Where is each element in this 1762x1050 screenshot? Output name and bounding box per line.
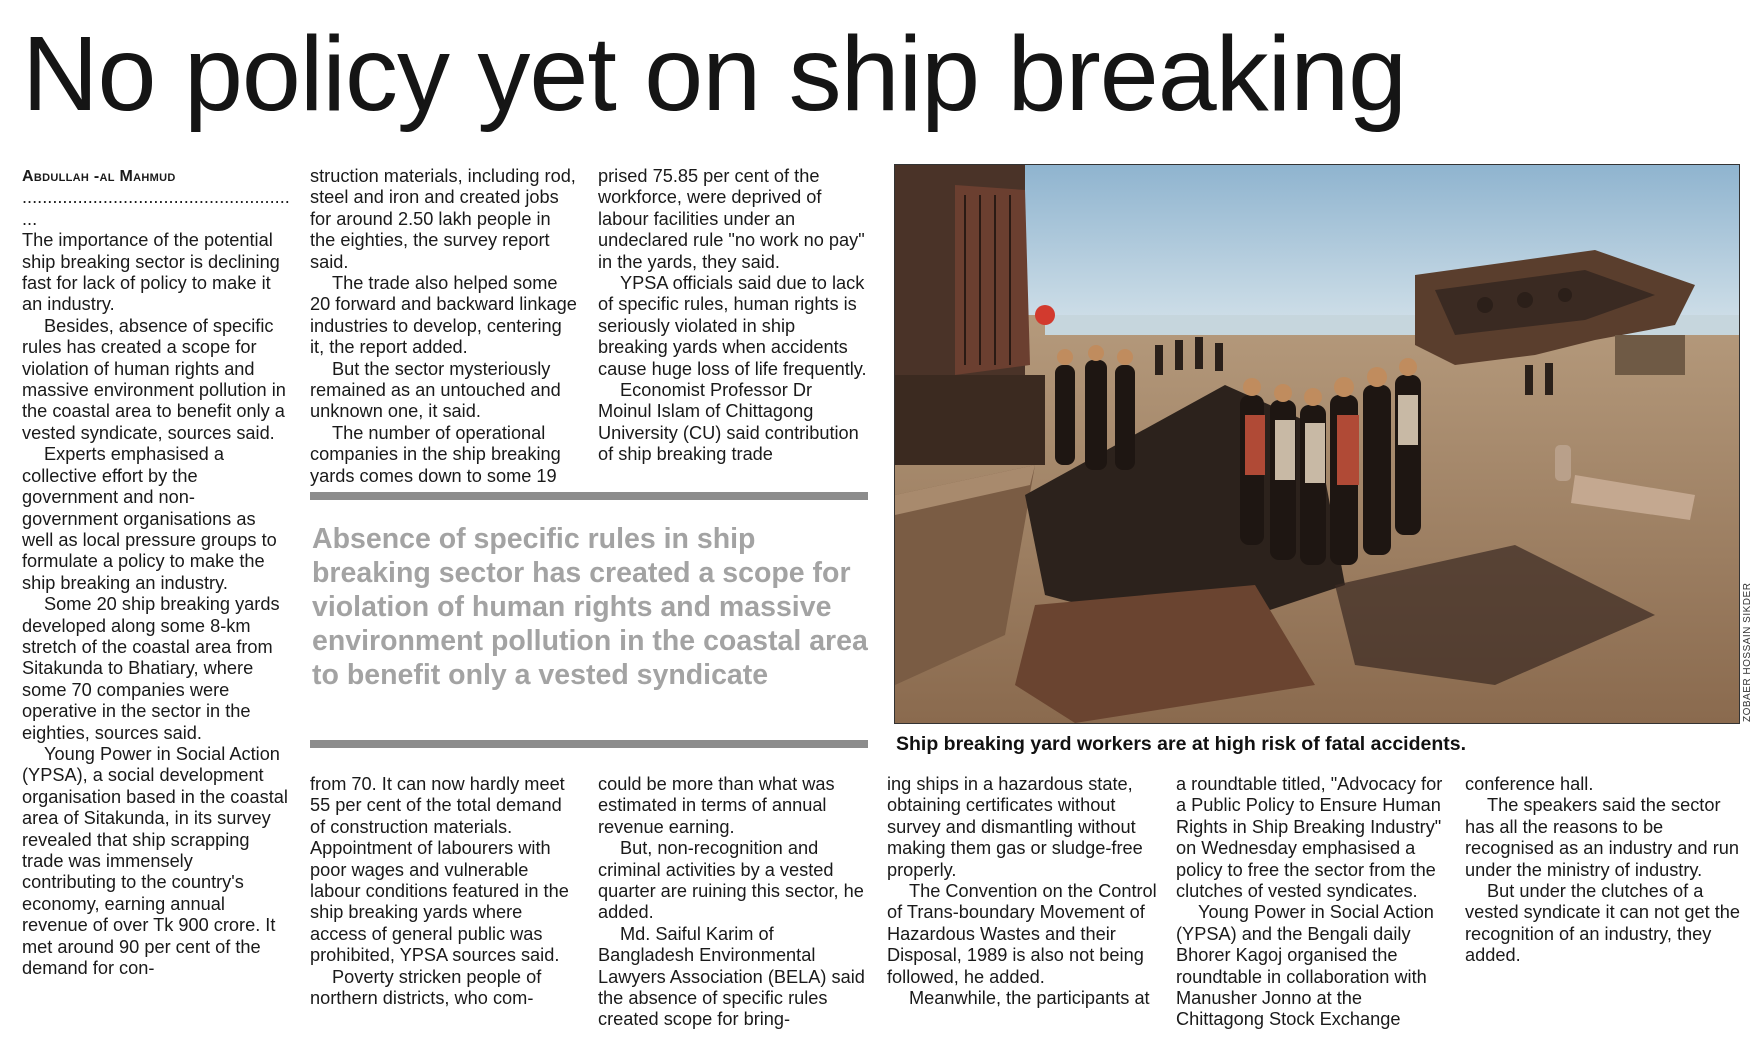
paragraph: Young Power in Social Action (YPSA) and the Bengali daily Bhorer Kagoj organised the roundtable in collaboration with Manusher Jonno at the Chittagong Stock Exchange — [1176, 902, 1434, 1030]
paragraph: The trade also helped some 20 forward and backward linkage industries to develop, centering it, the report added. — [310, 273, 577, 358]
paragraph: The speakers said the sector has all the reasons to be recognised as an industry and run under the ministry of industry. — [1465, 795, 1739, 880]
photo-caption: Ship breaking yard workers are at high risk of fatal accidents. — [896, 733, 1467, 755]
column-3-bottom — [598, 774, 870, 1031]
paragraph: could be more than what was estimated in terms of annual revenue earning. — [598, 774, 835, 837]
paragraph: The importance of the potential ship breaking sector is declining fast for lack of policy to make it an industry. — [22, 230, 280, 315]
column-1 — [22, 166, 290, 979]
paragraph: The Convention on the Control of Trans-boundary Movement of Hazardous Wastes and their Disposal, 1989 is also not being followed, he added. — [887, 881, 1157, 987]
column-2-bottom — [310, 774, 580, 1009]
paragraph: But the sector mysteriously remained as an untouched and unknown one, it said. — [310, 358, 561, 422]
paragraph: YPSA officials said due to lack of specific rules, human rights is seriously violated in ship breaking yards when accidents cause huge loss of life frequently. — [598, 273, 867, 379]
paragraph: Economist Professor Dr Moinul Islam of Chittagong University (CU) said contribution of ship breaking trade — [598, 380, 859, 465]
byline-text: Abdullah -al Mahmud — [22, 168, 176, 185]
paragraph: ing ships in a hazardous state, obtaining certificates without survey and dismantling without making them gas or sludge-free properly. — [887, 774, 1143, 880]
paragraph: But, non-recognition and criminal activities by a vested quarter are ruining this sector, he added. — [598, 838, 864, 923]
column-5-bottom — [1176, 774, 1446, 1031]
paragraph: Meanwhile, the participants at — [909, 988, 1150, 1009]
paragraph: conference hall. — [1465, 774, 1594, 794]
paragraph: struction materials, including rod, steel and iron and created jobs for around 2.50 lakh people in the eighties, the survey report said. — [310, 166, 576, 272]
photo-credit-text: ZOBAER HOSSAIN SIKDER — [1742, 582, 1753, 722]
paragraph: Young Power in Social Action (YPSA), a social development organisation based in the coastal area of Sitakunda, in its survey revealed that ship scrapping trade was immensely contributing to the country's economy, earning annual revenue of over Tk 900 crore. It met around 90 per cent of the demand for con- — [22, 743, 288, 979]
photo-credit — [1742, 582, 1756, 736]
paragraph: Some 20 ship breaking yards developed along some 8-km stretch of the coastal area from Sitakunda to Bhatiary, where some 70 companies were operative in the sector in the eighties, sources said. — [22, 594, 280, 743]
ship-breaking-photo — [894, 164, 1740, 724]
byline-dots: ..................................................... — [22, 187, 290, 208]
paragraph: prised 75.85 per cent of the workforce, were deprived of labour facilities under an undeclared rule "no work no pay" in the yards, they said. — [598, 166, 865, 272]
paragraph: a roundtable titled, "Advocacy for a Public Policy to Ensure Human Rights in Ship Breaking Industry" on Wednesday emphasised a policy to free the sector from the clutches of vested syndicates. — [1176, 774, 1443, 902]
paragraph: Besides, absence of specific rules has created a scope for violation of human rights and massive environment pollution in the coastal area to benefit only a vested syndicate, sources said. — [22, 315, 286, 443]
headline: No policy yet on ship breaking — [22, 15, 1407, 133]
column-2-top — [310, 166, 578, 487]
pullquote: Absence of specific rules in ship breaking sector has created a scope for violation of human rights and massive environment pollution in the coastal area to benefit only a vested syndicate — [312, 523, 868, 691]
column-4-bottom — [887, 774, 1159, 1009]
paragraph: from 70. It can now hardly meet 55 per cent of the total demand of construction materials. Appointment of labourers with poor wages and vulnerable labour conditions featured in the ship breaking yards where access of general public was prohibited, YPSA sources said. — [310, 774, 569, 966]
paragraph: But under the clutches of a vested syndicate it can not get the recognition of an industry, they added. — [1465, 881, 1741, 966]
byline — [22, 166, 290, 187]
pullquote-bottom-rule — [310, 740, 868, 748]
column-3-top — [598, 166, 868, 466]
byline-dots-end: ... — [22, 208, 38, 229]
column-6-bottom — [1465, 774, 1740, 967]
paragraph: Experts emphasised a collective effort by the government and non-government organisations as well as local pressure groups to formulate a policy to make the ship breaking an industry. — [22, 444, 277, 593]
paragraph: The number of operational companies in the ship breaking yards comes down to some 19 — [310, 422, 561, 486]
pullquote-top-rule — [310, 492, 868, 500]
paragraph: Poverty stricken people of northern districts, who com- — [310, 966, 542, 1009]
paragraph: Md. Saiful Karim of Bangladesh Environmental Lawyers Association (BELA) said the absence of specific rules created scope for bring- — [598, 923, 865, 1030]
